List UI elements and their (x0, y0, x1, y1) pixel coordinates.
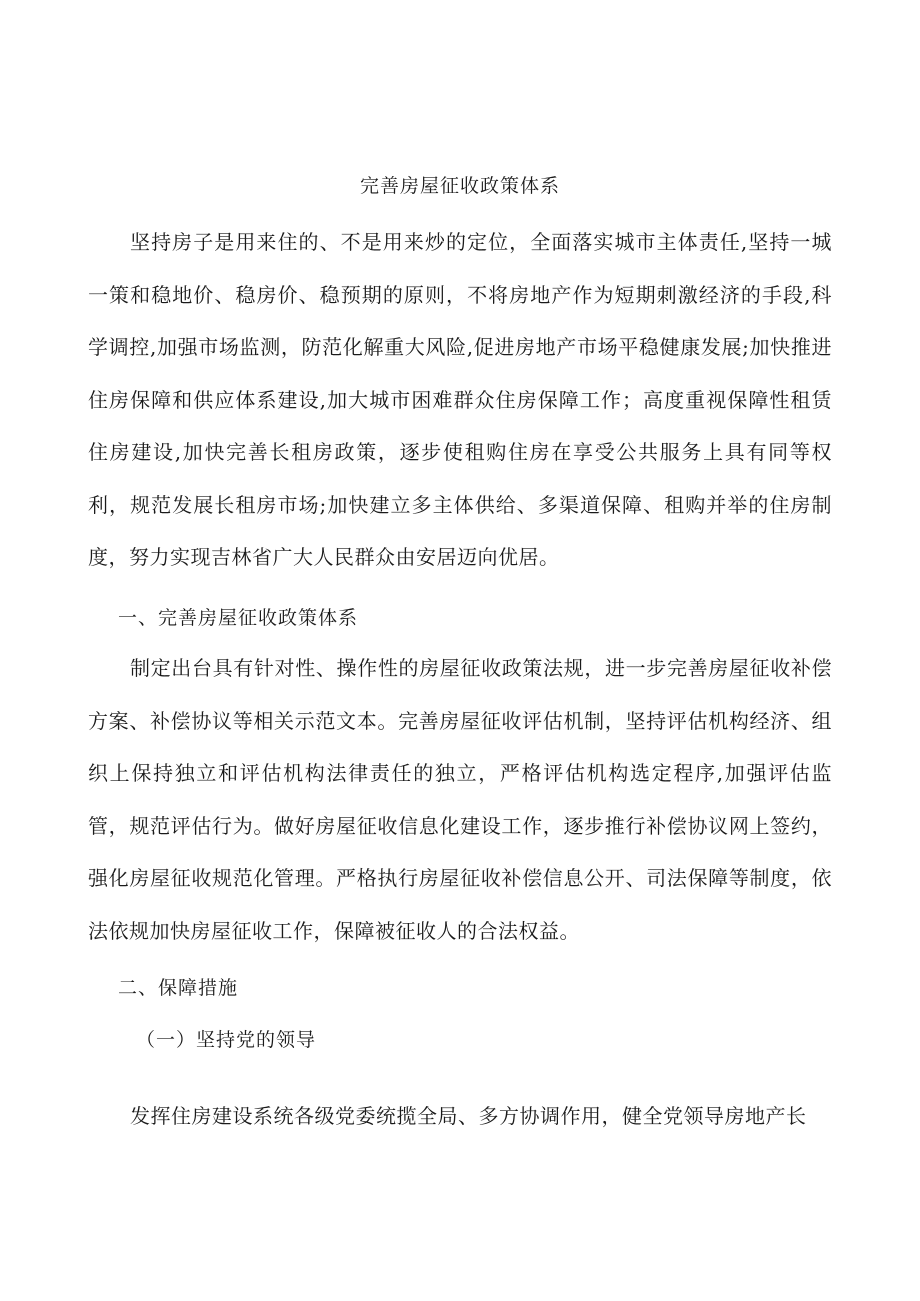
section-2-heading: 二、保障措施 (118, 977, 239, 999)
subsection-1-heading: （一）坚持党的领导 (136, 1029, 317, 1051)
section-1-heading: 一、完善房屋征收政策体系 (118, 607, 359, 629)
section-1-body: 制定出台具有针对性、操作性的房屋征收政策法规，进一步完善房屋征收补偿方案、补偿协议等相关示范文本。完善房屋征收评估机制，坚持评估机构经济、组织上保持独立和评估机构法律责任的独立，严格评估机构选定程序,加强评估监管，规范评估行为。做好房屋征收信息化建设工作，逐步推行补偿协议网上签约，强化房屋征收规范化管理。严格执行房屋征收补偿信息公开、司法保障等制度，依法依规加快房屋征收工作，保障被征收人的合法权益。 (88, 656, 832, 943)
document-title: 完善房屋征收政策体系 (359, 175, 560, 197)
subsection-1-body: 发挥住房建设系统各级党委统揽全局、多方协调作用，健全党领导房地产长 (130, 1104, 807, 1128)
intro-paragraph: 坚持房子是用来住的、不是用来炒的定位，全面落实城市主体责任,坚持一城一策和稳地价、稳房价、稳预期的原则，不将房地产作为短期刺激经济的手段,科学调控,加强市场监测，防范化解重大风险,促进房地产市场平稳健康发展;加快推进住房保障和供应体系建设,加大城市困难群众住房保障工作；高度重视保障性租赁住房建设,加快完善长租房政策，逐步使租购住房在享受公共服务上具有同等权利，规范发展长租房市场;加快建立多主体供给、多渠道保障、租购并举的住房制度，努力实现吉林省广大人民群众由安居迈向优居。 (88, 230, 832, 569)
